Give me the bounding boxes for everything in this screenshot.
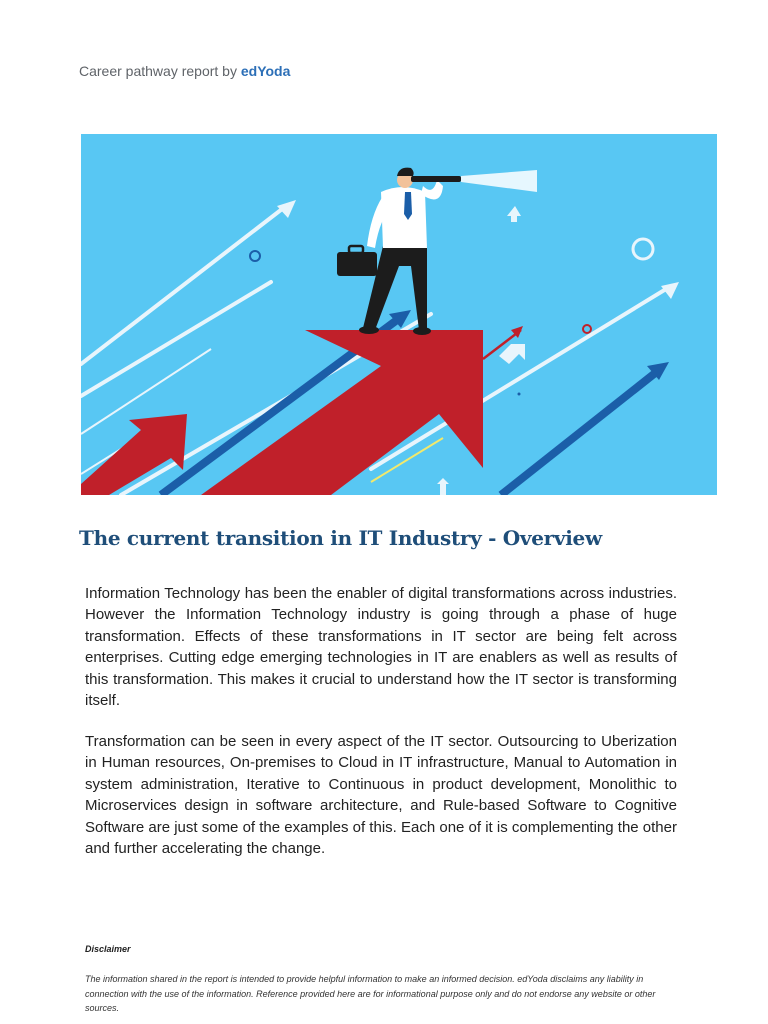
section-heading: The current transition in IT Industry - Overview [79,526,602,550]
intro-paragraph: Information Technology has been the enabler of digital transformations across industries. However the Information Technology industry is going through a phase of huge transformation. Effects of these transformations in IT sector are being felt across enterprises. Cutting edge emerging technologies in IT are enablers as well as results of this transformation. This makes it crucial to understand how the IT sector is transforming itself. [85,585,677,710]
report-header-prefix: Career pathway report by [79,63,241,79]
businessman-telescope-arrow-icon [81,134,717,495]
hero-illustration [81,134,717,495]
disclaimer-title: Disclaimer [85,944,131,954]
brand-name: edYoda [240,63,291,79]
report-header [79,63,290,79]
disclaimer-text: The information shared in the report is intended to provide helpful information to make an informed decision. edYoda disclaims any liability in connection with the use of the information. Reference provided here are for informational purpose only and do not endorse any website or other sources. [85,974,656,1013]
transformation-paragraph: Transformation can be seen in every aspect of the IT sector. Outsourcing to Uberization in Human resources, On-premises to Cloud in IT infrastructure, Manual to Automation in system administration, Iterative to Continuous in product development, Monolithic to Microservices design in software architecture, and Rule-based Software to Cognitive Software are just some of the examples of this. Each one of it is complementing the other and further accelerating the change. [85,733,677,858]
